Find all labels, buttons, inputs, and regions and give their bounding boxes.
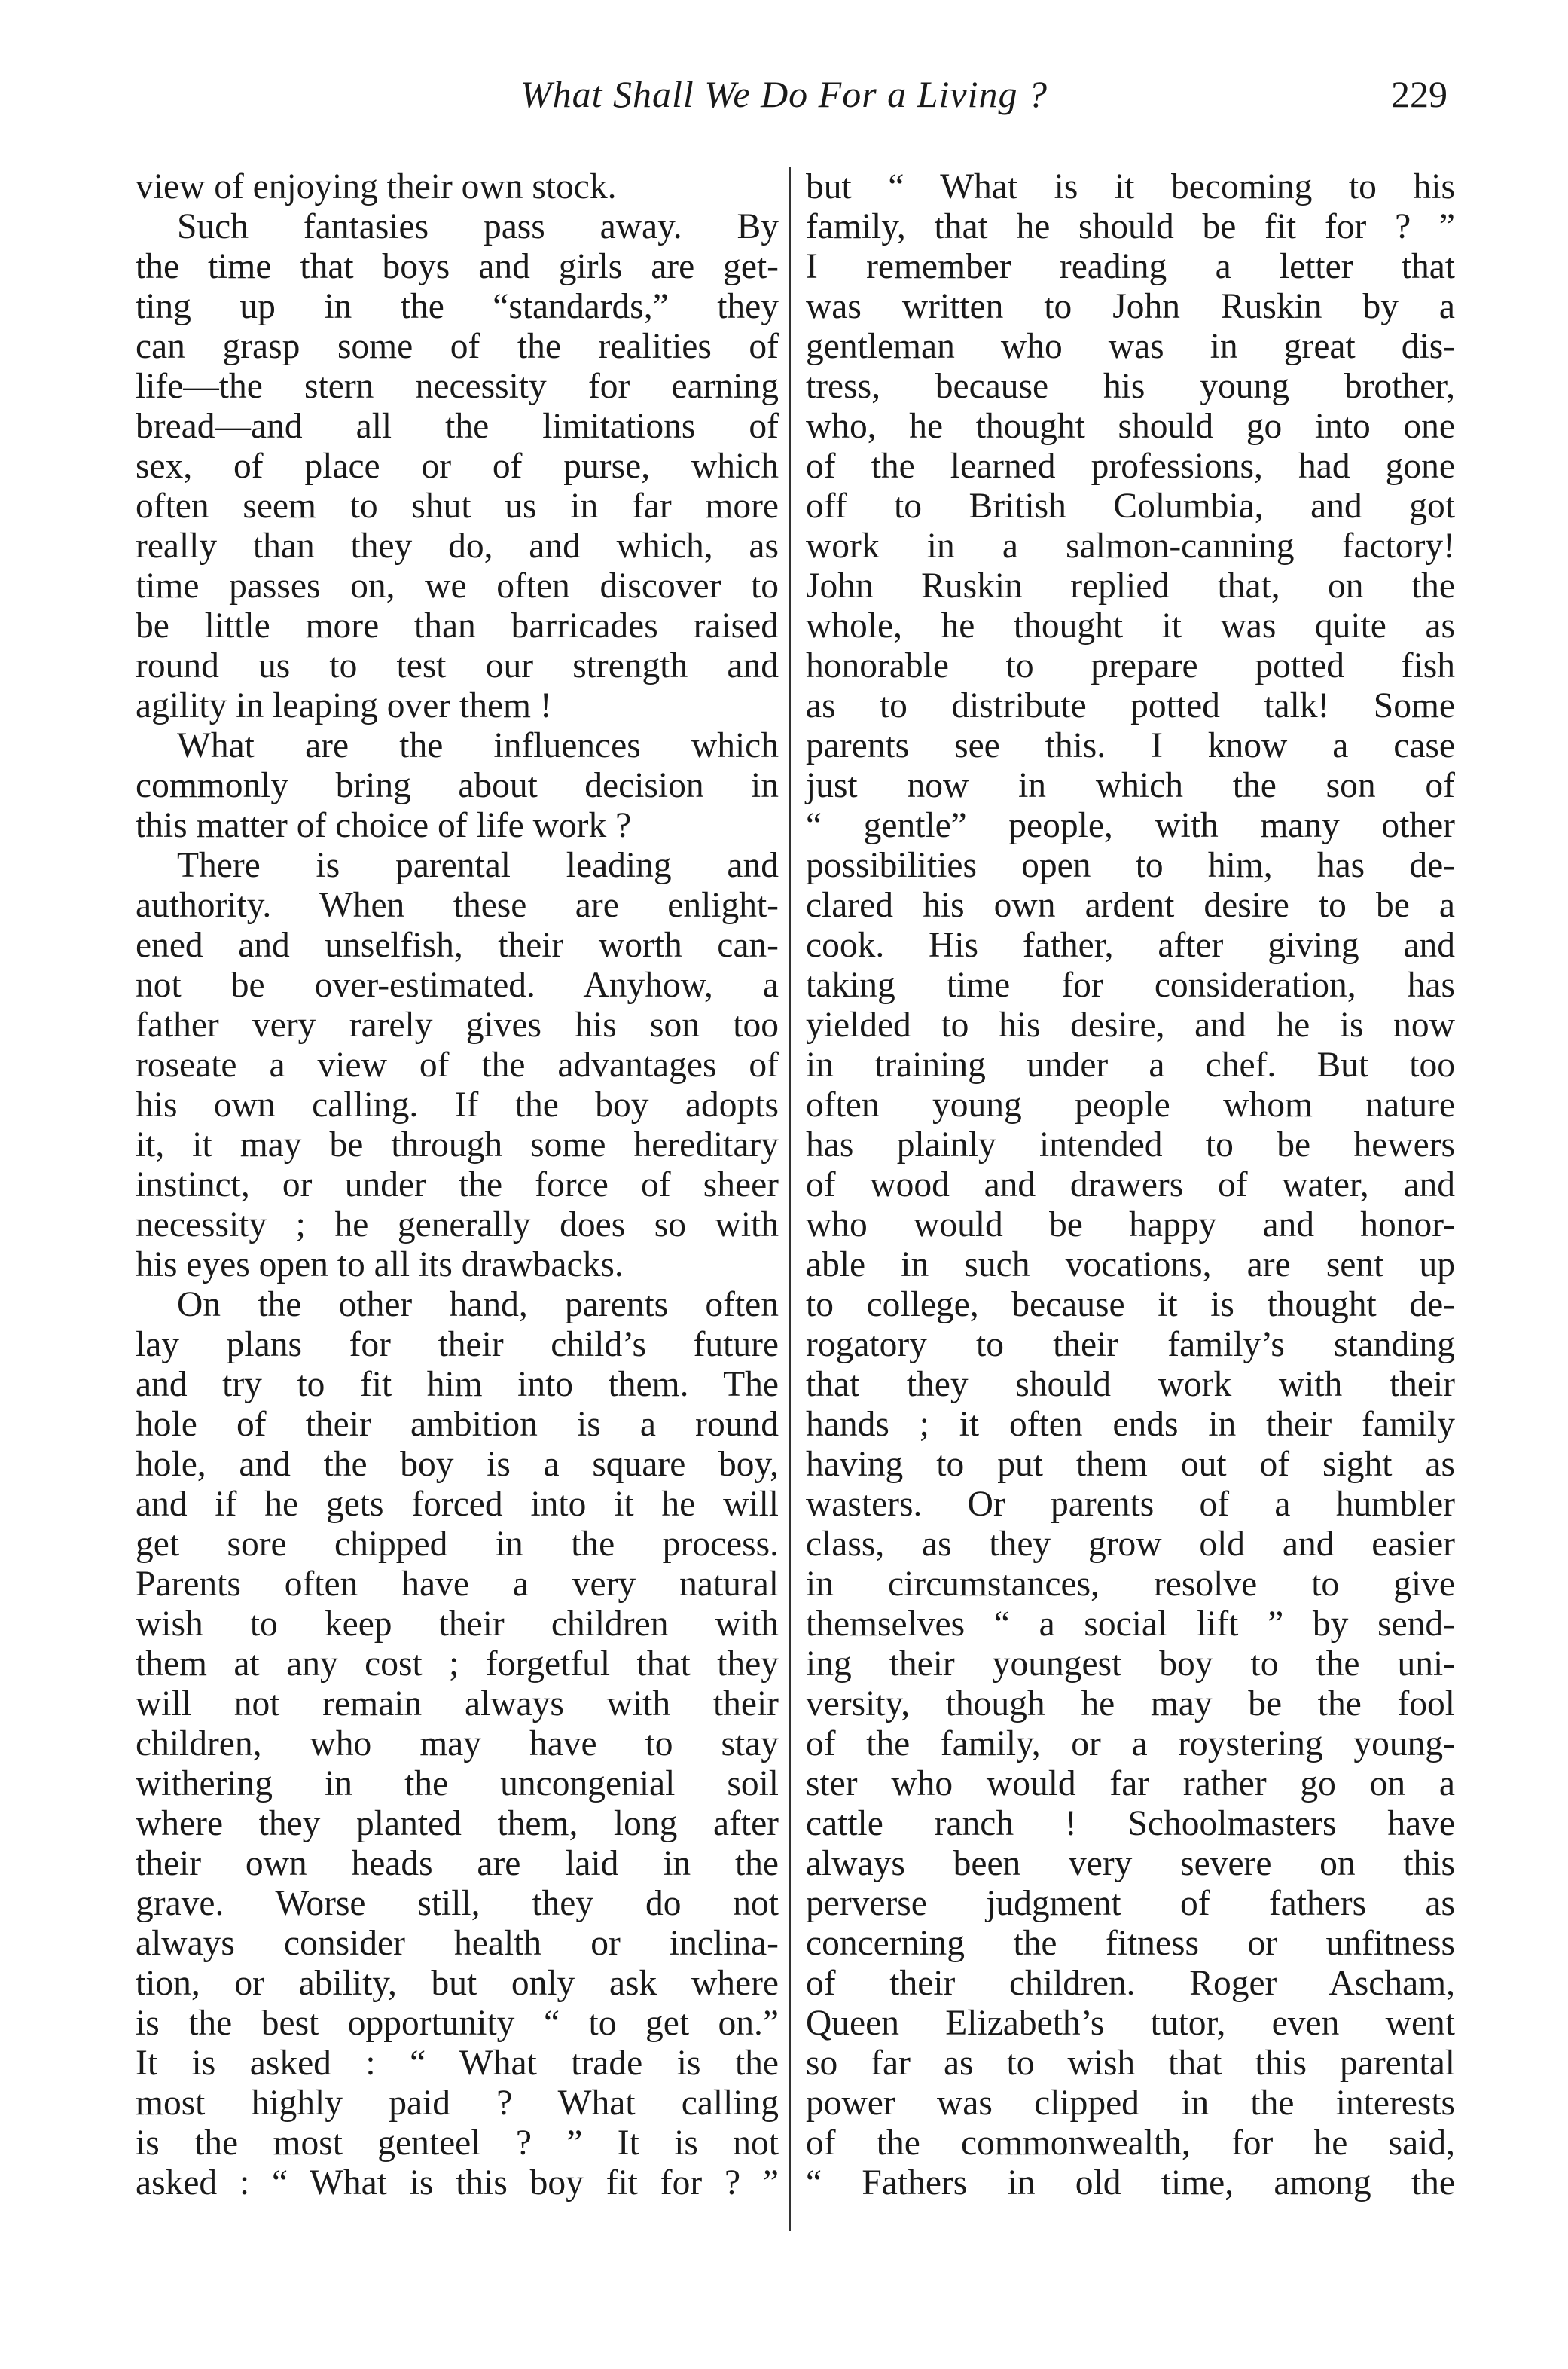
text-line: tress, because his young brother, <box>806 367 1455 406</box>
text-line: whole, he thought it was quite as <box>806 606 1455 646</box>
text-line: and try to fit him into them. The <box>136 1365 779 1404</box>
text-line: withering in the uncongenial soil <box>136 1764 779 1803</box>
text-line: concerning the fitness or unfitness <box>806 1924 1455 1963</box>
text-line: tion, or ability, but only ask where <box>136 1964 779 2003</box>
text-line: the time that boys and girls are get- <box>136 247 779 286</box>
text-line: really than they do, and which, as <box>136 527 779 566</box>
text-line: gentleman who was in great dis- <box>806 327 1455 366</box>
text-line: parents see this. I know a case <box>806 726 1455 765</box>
text-line: possibilities open to him, has de- <box>806 846 1455 885</box>
text-line: but “ What is it becoming to his <box>806 167 1455 206</box>
text-line: yielded to his desire, and he is now <box>806 1006 1455 1045</box>
column-divider <box>789 167 791 2231</box>
text-line: roseate a view of the advantages of <box>136 1046 779 1085</box>
text-line: their own heads are laid in the <box>136 1844 779 1883</box>
text-line: who, he thought should go into one <box>806 407 1455 446</box>
text-line: instinct, or under the force of sheer <box>136 1165 779 1204</box>
text-line: cattle ranch ! Schoolmasters have <box>806 1804 1455 1843</box>
text-line: that they should work with their <box>806 1365 1455 1404</box>
text-line: not be over-estimated. Anyhow, a <box>136 966 779 1005</box>
text-line: John Ruskin replied that, on the <box>806 566 1455 606</box>
text-line: this matter of choice of life work ? <box>136 806 632 845</box>
text-line: clared his own ardent desire to be a <box>806 886 1455 925</box>
text-line: so far as to wish that this parental <box>806 2044 1455 2083</box>
text-line: agility in leaping over them ! <box>136 686 552 725</box>
text-line: asked : “ What is this boy fit for ? ” <box>136 2163 779 2203</box>
text-line: was written to John Ruskin by a <box>806 287 1455 326</box>
text-line: in circumstances, resolve to give <box>806 1565 1455 1604</box>
text-line: versity, though he may be the fool <box>806 1684 1455 1723</box>
text-line: honorable to prepare potted fish <box>806 646 1455 685</box>
text-line: his own calling. If the boy adopts <box>136 1085 779 1125</box>
text-line: round us to test our strength and <box>136 646 779 685</box>
text-line: often seem to shut us in far more <box>136 487 779 526</box>
text-line: On the other hand, parents often <box>177 1285 779 1324</box>
text-line: as to distribute potted talk! Some <box>806 686 1455 725</box>
text-line: Parents often have a very natural <box>136 1565 779 1604</box>
text-line: rogatory to their family’s standing <box>806 1325 1455 1364</box>
text-line: hands ; it often ends in their family <box>806 1405 1455 1444</box>
text-line: “ Fathers in old time, among the <box>806 2163 1455 2203</box>
text-line: and if he gets forced into it he will <box>136 1485 779 1524</box>
text-line: necessity ; he generally does so with <box>136 1205 779 1244</box>
text-line: ing their youngest boy to the uni- <box>806 1644 1455 1684</box>
text-line: most highly paid ? What calling <box>136 2084 779 2123</box>
text-line: grave. Worse still, they do not <box>136 1884 779 1923</box>
text-line: to college, because it is thought de- <box>806 1285 1455 1324</box>
running-title: What Shall We Do For a Living ? <box>520 73 1048 115</box>
text-line: off to British Columbia, and got <box>806 487 1455 526</box>
text-line: commonly bring about decision in <box>136 766 779 805</box>
text-line: them at any cost ; forgetful that they <box>136 1644 779 1684</box>
text-line: themselves “ a social lift ” by send- <box>806 1604 1455 1644</box>
text-line: sex, of place or of purse, which <box>136 447 779 486</box>
text-line: What are the influences which <box>177 726 779 765</box>
text-line: ting up in the “standards,” they <box>136 287 779 326</box>
text-line: is the best opportunity “ to get on.” <box>136 2004 779 2043</box>
text-line: Such fantasies pass away. By <box>177 207 779 246</box>
text-line: bread—and all the limitations of <box>136 407 779 446</box>
right-column <box>806 167 1455 2203</box>
text-line: get sore chipped in the process. <box>136 1525 779 1564</box>
text-line: ened and unselfish, their worth can- <box>136 926 779 965</box>
left-column <box>136 167 779 2203</box>
text-line: always consider health or inclina- <box>136 1924 779 1963</box>
text-line: hole, and the boy is a square boy, <box>136 1445 779 1484</box>
text-line: be little more than barricades raised <box>136 606 779 646</box>
text-line: can grasp some of the realities of <box>136 327 779 366</box>
text-line: There is parental leading and <box>177 846 779 885</box>
text-line: family, that he should be fit for ? ” <box>806 207 1455 246</box>
text-line: cook. His father, after giving and <box>806 926 1455 965</box>
text-line: where they planted them, long after <box>136 1804 779 1843</box>
text-line: lay plans for their child’s future <box>136 1325 779 1364</box>
text-line: I remember reading a letter that <box>806 247 1455 286</box>
text-line: wasters. Or parents of a humbler <box>806 1485 1455 1524</box>
text-line: of wood and drawers of water, and <box>806 1165 1455 1204</box>
text-line: taking time for consideration, has <box>806 966 1455 1005</box>
text-line: father very rarely gives his son too <box>136 1006 779 1045</box>
text-line: life—the stern necessity for earning <box>136 367 779 406</box>
text-line: just now in which the son of <box>806 766 1455 805</box>
text-line: often young people whom nature <box>806 1085 1455 1125</box>
text-line: has plainly intended to be hewers <box>806 1125 1455 1165</box>
running-header <box>0 72 1568 125</box>
text-line: able in such vocations, are sent up <box>806 1245 1455 1284</box>
text-line: power was clipped in the interests <box>806 2084 1455 2123</box>
text-line: is the most genteel ? ” It is not <box>136 2123 779 2163</box>
text-line: always been very severe on this <box>806 1844 1455 1883</box>
text-line: his eyes open to all its drawbacks. <box>136 1245 624 1284</box>
text-line: children, who may have to stay <box>136 1724 779 1763</box>
text-line: of the family, or a roystering young- <box>806 1724 1455 1763</box>
text-line: It is asked : “ What trade is the <box>136 2044 779 2083</box>
text-line: class, as they grow old and easier <box>806 1525 1455 1564</box>
text-line: it, it may be through some hereditary <box>136 1125 779 1165</box>
text-line: perverse judgment of fathers as <box>806 1884 1455 1923</box>
text-line: Queen Elizabeth’s tutor, even went <box>806 2004 1455 2043</box>
text-line: work in a salmon-canning factory! <box>806 527 1455 566</box>
text-line: in training under a chef. But too <box>806 1046 1455 1085</box>
text-line: authority. When these are enlight- <box>136 886 779 925</box>
page-number: 229 <box>1391 73 1448 115</box>
text-line: who would be happy and honor- <box>806 1205 1455 1244</box>
text-line: having to put them out of sight as <box>806 1445 1455 1484</box>
text-line: hole of their ambition is a round <box>136 1405 779 1444</box>
text-line: “ gentle” people, with many other <box>806 806 1455 845</box>
text-line: ster who would far rather go on a <box>806 1764 1455 1803</box>
text-line: wish to keep their children with <box>136 1604 779 1644</box>
text-line: time passes on, we often discover to <box>136 566 779 606</box>
text-line: of their children. Roger Ascham, <box>806 1964 1455 2003</box>
text-line: of the learned professions, had gone <box>806 447 1455 486</box>
text-line: of the commonwealth, for he said, <box>806 2123 1455 2163</box>
text-line: view of enjoying their own stock. <box>136 167 617 206</box>
text-line: will not remain always with their <box>136 1684 779 1723</box>
